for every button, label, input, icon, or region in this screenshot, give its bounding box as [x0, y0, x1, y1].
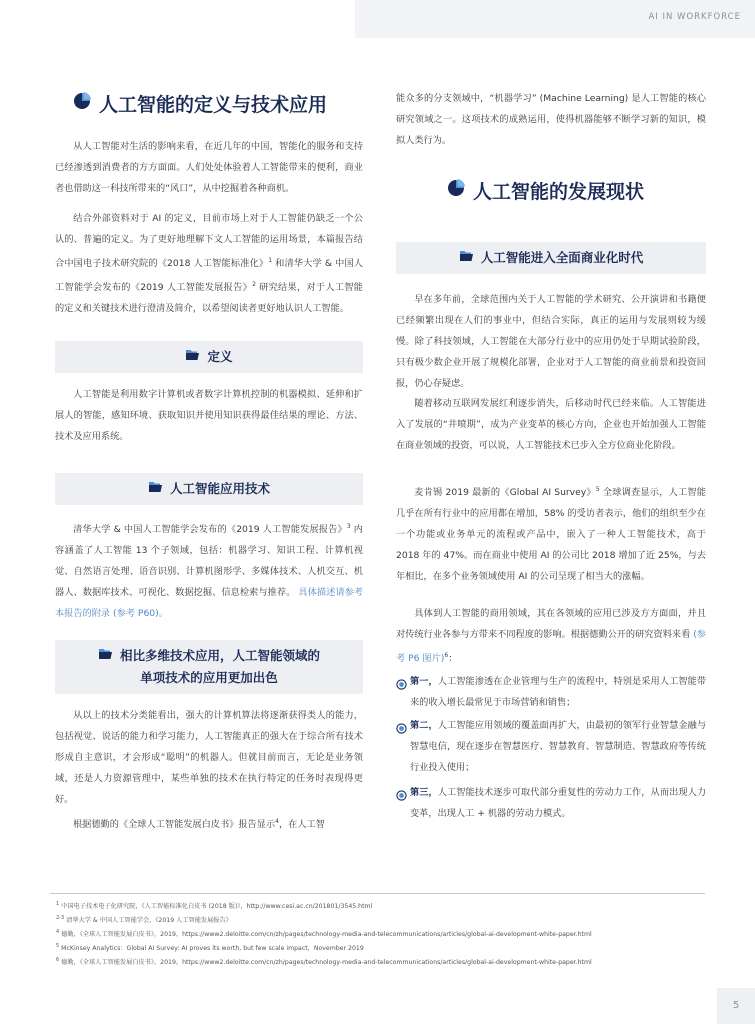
comparison-paragraph-2: 根据德勤的《全球人工智能发展白皮书》报告显示$^4$，在人工智 — [73, 818, 325, 831]
status-paragraph-4: 具体到人工智能的商用领域，其在各领域的应用已涉及方方面面，并且对传统行业各参与方带来不同程度的影响。根据德勤公开的研究资料来看 (参考 P6 图片)$^6$： — [396, 608, 706, 665]
folder-icon — [148, 478, 163, 500]
pie-chart-icon — [446, 178, 466, 203]
footnote: $^6$ 德勤，《全球人工智能发展白皮书》，2019，https://www2.deloitte.com/cn/zh/pages/technology-media-and-telecommunications/articles/global-ai-development-white-paper.html — [56, 957, 592, 967]
definition-paragraph: 人工智能是利用数字计算机或者数字计算机控制的机器模拟、延伸和扩展人的智能，感知环境、获取知识并使用知识获得最佳结果的理论、方法、技术及应用系统。 — [55, 389, 363, 442]
tech-paragraph: 清华大学 & 中国人工智能学会发布的《2019 人工智能发展报告》$^3$ 内容涵盖了人工智能 13 个子领域，包括：机器学习、知识工程、计算机视觉、自然语言处理、语音识别、计算机图形学、多媒体技术、人机交互、机器人、数据库技术、可视化、数据挖掘、信息检索与推荐。 具体描述请参考本报告的附录 (参考 P60)。 — [55, 523, 364, 620]
appendix-link[interactable]: 具体描述请参考本报告的附录 (参考 P60)。 — [55, 587, 364, 620]
folder-icon — [185, 346, 200, 368]
bullet-item: 第一，人工智能渗透在企业管理与生产的流程中，特别是采用人工智能带来的收入增长最常见于市场营销和销售； — [396, 671, 706, 713]
bullet-item: 第三，人工智能技术逐步可取代部分重复性的劳动力工作，从而出现人力变革，出现人工 + 机器的劳动力模式。 — [396, 782, 706, 824]
continuation-paragraph: 能众多的分支领域中，“机器学习” (Machine Learning) 是人工智能的核心研究领域之一。这项技术的成熟运用，使得机器能够不断学习新的知识，模拟人类行为。 — [396, 93, 706, 146]
intro-paragraph-2: 结合外部资料对于 AI 的定义，目前市场上对于人工智能仍缺乏一个公认的、普遍的定义。为了更好地理解下文人工智能的运用场景，本篇报告结合中国电子技术研究院的《2018 人工智能标准化》$^1$ 和清华大学 & 中国人工智能学会发布的《2019 人工智能发展报告》$^2$ 研究结果，对于人工智能的定义和关键技术进行澄清及简介，以希望阅读者更好地认识人工智能。 — [55, 213, 363, 315]
status-paragraph-2: 随着移动互联网发展红利逐步消失，后移动时代已经来临。人工智能进入了发展的“井喷期”，成为产业变革的核心方向，企业也开始加强人工智能在商业领域的投资，可以说，人工智能技术已步入全方位商业化阶段。 — [396, 398, 706, 451]
folder-icon — [459, 247, 474, 269]
bullet-icon — [396, 786, 410, 824]
folder-icon — [98, 645, 113, 667]
status-paragraph-1: 早在多年前，全球范围内关于人工智能的学术研究、公开演讲和书籍便已经频繁出现在人们的事业中，但结合实际，真正的运用与发展则较为缓慢。除了科技领域，人工智能在大部分行业中的应用仍处于早期试验阶段，只有极少数企业开展了规模化部署，企业对于人工智能的商业前景和投资回报，仍心存疑虑。 — [396, 294, 706, 389]
definition-box: 定义 — [55, 341, 363, 373]
footnote: $^4$ 德勤，《全球人工智能发展白皮书》，2019，https://www2.deloitte.com/cn/zh/pages/technology-media-and-telecommunications/articles/global-ai-development-white-paper.html — [56, 929, 592, 939]
comparison-box: 相比多维技术应用，人工智能领域的 单项技术的应用更加出色 — [55, 640, 363, 694]
figure-link[interactable]: (参考 P6 图片) — [396, 629, 706, 665]
pie-chart-icon — [72, 91, 92, 116]
footnote-divider — [50, 893, 705, 894]
page-number: 5 — [717, 988, 755, 1024]
comparison-box-line2: 单项技术的应用更加出色 — [140, 670, 278, 685]
section-title-definition: 人工智能的定义与技术应用 — [72, 90, 327, 117]
commercialization-box: 人工智能进入全面商业化时代 — [396, 242, 706, 274]
bullet-item: 第二，人工智能应用领域的覆盖面再扩大，由最初的领军行业智慧金融与智慧电信，现在逐步在智慧医疗、智慧教育、智慧制造、智慧政府等传统行业投入使用； — [396, 715, 706, 778]
comparison-paragraph-1: 从以上的技术分类能看出，强大的计算机算法将逐渐获得类人的能力，包括视觉、说话的能力和学习能力，人工智能真正的强大在于综合所有技术形成自主意识，才会形成“聪明”的机器人。但就目前而言，无论是业务领域，还是人力资源管理中，某些单独的技术在执行特定的任务时表现得更好。 — [55, 710, 363, 805]
bullet-icon — [396, 719, 410, 778]
header-label: AI IN WORKFORCE — [648, 12, 741, 22]
intro-paragraph-1: 从人工智能对生活的影响来看，在近几年的中国，智能化的服务和支持已经渗透到消费者的方方面面。人们处处体验着人工智能带来的便利，商业者也借助这一科技所带来的“风口”，从中挖掘着各种商机。 — [55, 141, 363, 194]
bullet-icon — [396, 675, 410, 713]
section-title-status: 人工智能的发展现状 — [446, 177, 644, 204]
footnote: $^{2-3}$ 清华大学 & 中国人工智能学会，《2019 人工智能发展报告》 — [56, 915, 232, 925]
footnote: $^5$ McKinsey Analytics：Global AI Survey: AI proves its worth, but few scale impact，November 2019 — [56, 943, 364, 953]
footnote: $^1$ 中国电子技术电子化研究院，《人工智能标准化白皮书 (2018 版)》，http://www.cesi.ac.cn/201801/3545.html — [56, 901, 373, 911]
tech-box: 人工智能应用技术 — [55, 473, 363, 505]
status-paragraph-3: 麦肯锡 2019 最新的《Global AI Survey》$^5$ 全球调查显示，人工智能几乎在所有行业中的应用都在增加，58% 的受访者表示，他们的组织至少在一个功能或业务单元的流程或产品中，嵌入了一种人工智能技术，高于 2018 年的 47%。而在商业中使用 AI 的公司比 2018 增加了近 25%，与去年相比，在多个业务领域使用 AI 的公司呈现了相当大的涨幅。 — [396, 486, 706, 583]
page-header — [0, 0, 755, 38]
